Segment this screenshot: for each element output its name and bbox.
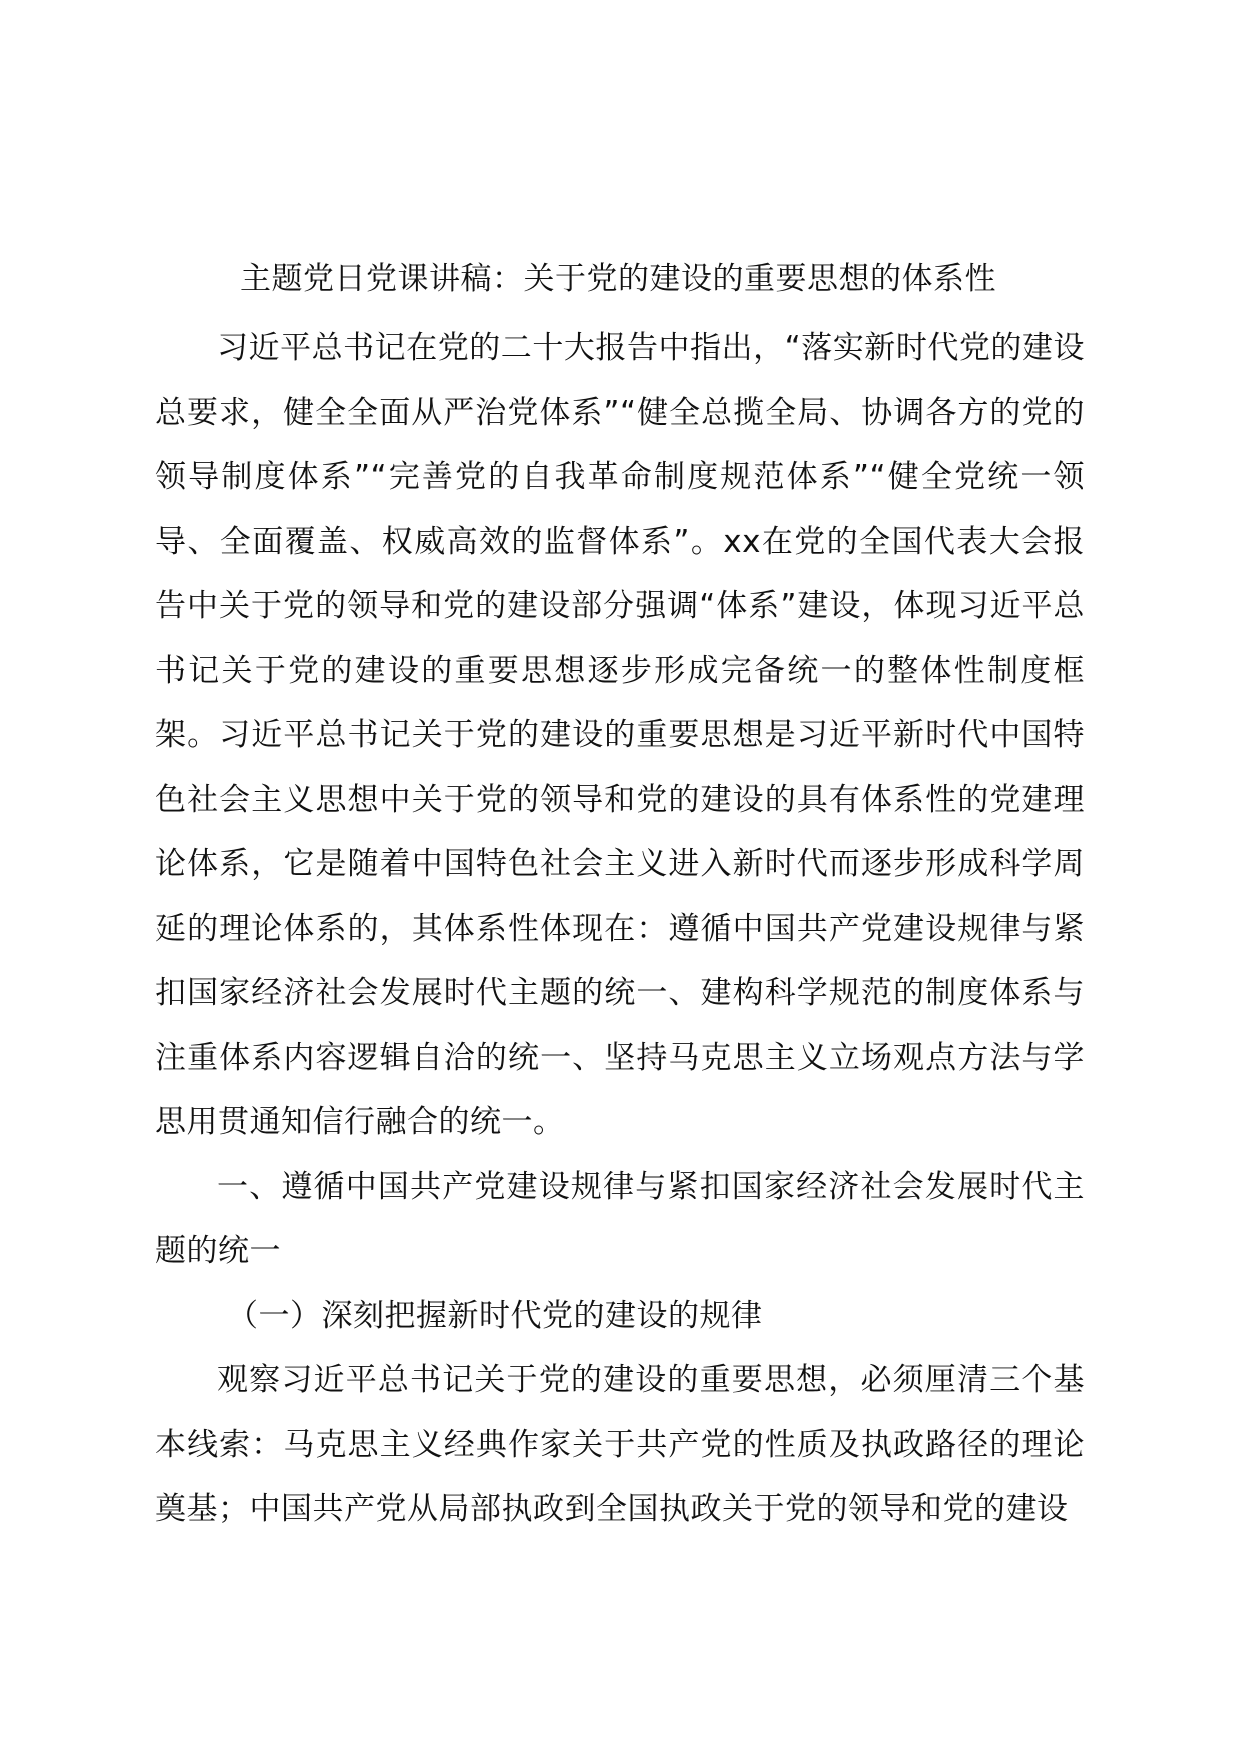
intro-paragraph: 习近平总书记在党的二十大报告中指出，“落实新时代党的建设总要求，健全全面从严治党体系”“健全总揽全局、协调各方的党的领导制度体系”“完善党的自我革命制度规范体系”“健全党统一领导、全面覆盖、权威高效的监督体系”。xx在党的全国代表大会报告中关于党的领导和党的建设部分强调“体系”建设，体现习近平总书记关于党的建设的重要思想逐步形成完备统一的整体性制度框架。习近平总书记关于党的建设的重要思想是习近平新时代中国特色社会主义思想中关于党的领导和党的建设的具有体系性的党建理论体系，它是随着中国特色社会主义进入新时代而逐步形成科学周延的理论体系的，其体系性体现在：遵循中国共产党建设规律与紧扣国家经济社会发展时代主题的统一、建构科学规范的制度体系与注重体系内容逻辑自洽的统一、坚持马克思主义立场观点方法与学思用贯通知信行融合的统一。 <box>155 330 1085 1140</box>
document-title: 主题党日党课讲稿：关于党的建设的重要思想的体系性 <box>240 261 996 297</box>
section-heading-1: 一、遵循中国共产党建设规律与紧扣国家经济社会发展时代主题的统一 <box>155 1168 1085 1269</box>
body-paragraph: 观察习近平总书记关于党的建设的重要思想，必须厘清三个基本线索：马克思主义经典作家关于共产党的性质及执政路径的理论奠基；中国共产党从局部执政到全国执政关于党的领导和党的建设 <box>155 1362 1085 1527</box>
document-body <box>155 256 1085 1542</box>
subsection-heading-1-1: （一）深刻把握新时代党的建设的规律 <box>227 1297 763 1334</box>
